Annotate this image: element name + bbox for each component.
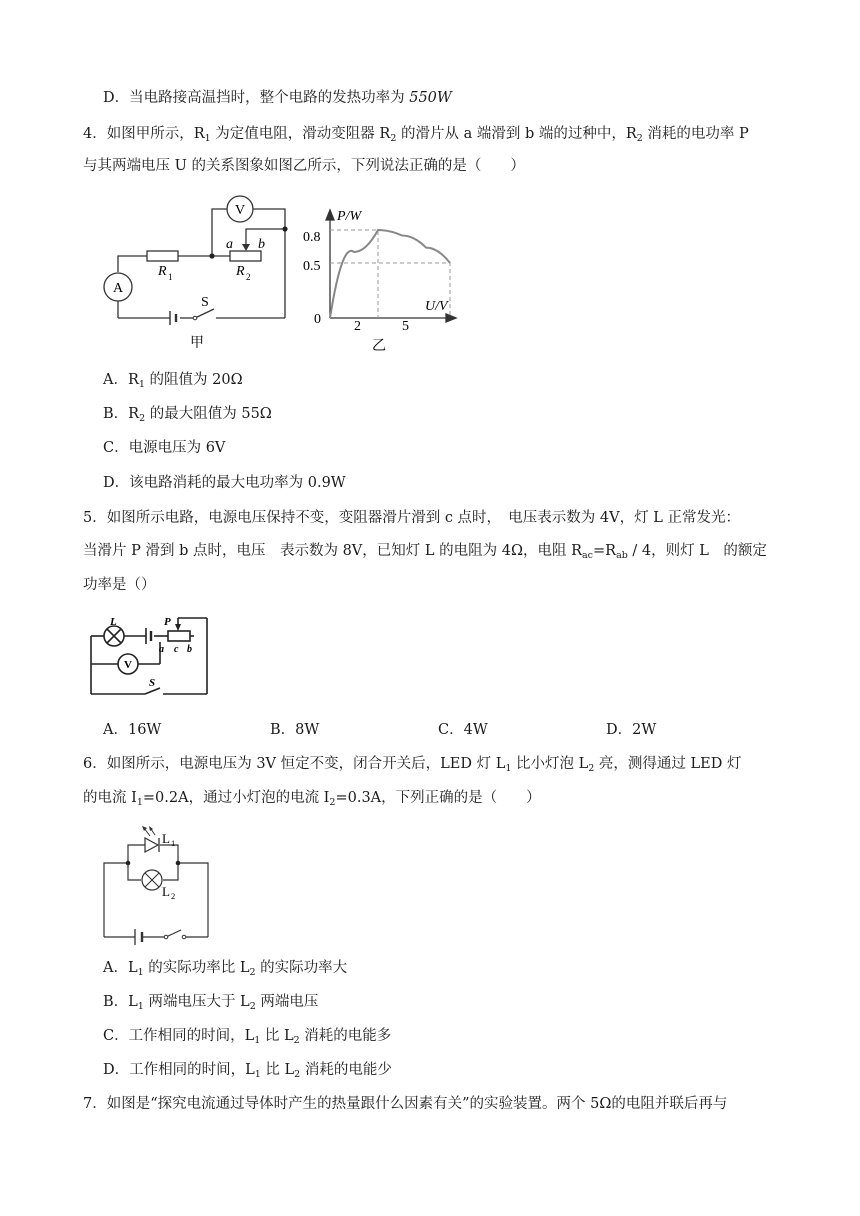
option-text: B．R [103,406,140,422]
q4-stem-text: 为定值电阻，滑动变阻器 R [210,126,391,142]
led-icon [142,826,159,852]
q6-option-d[interactable] [103,1060,392,1080]
q5-stem-text: 当滑片 P 滑到 b 点时，电压 表示数为 8V，已知灯 L 的电阻为 4Ω，电阻 R [83,543,583,559]
q6-stem-text: =0.3A，下列正确的是（ ） [335,790,541,806]
q5-voltmeter-label: V [124,659,132,671]
q4-stem-text: 4．如图甲所示，R [83,126,205,142]
option-sub: 1 [138,379,145,390]
option-text: 消耗的电能少 [300,1062,392,1078]
option-sub: 2 [139,413,146,424]
q6-option-c[interactable] [103,1026,391,1046]
option-text: 的阻值为 20Ω [144,372,243,388]
option-text: 比 L [260,1028,294,1044]
q6-stem-text: 比小灯泡 L [511,756,589,772]
q6-stem-text: =0.2A，通过小灯泡的电流 I [142,790,330,806]
q5-option-b[interactable]: B．8W [270,722,320,738]
q5-end-b: b [187,644,192,655]
ytick-low: 0.5 [303,259,321,274]
q4-option-c[interactable]: C．电源电压为 6V [103,440,226,456]
option-text: B．L [103,994,138,1010]
option-text: 消耗的电能多 [299,1028,392,1044]
led-sub: 1 [171,838,176,848]
q6-stem-text: 亮，测得通过 LED 灯 [594,756,742,772]
bulb-sub: 2 [171,891,176,901]
r2-sub: 2 [246,272,251,282]
q5-switch-label: S [149,677,156,689]
q5-lamp-label: L [110,616,117,628]
xtick-end: 5 [402,319,409,334]
option-sub: 1 [254,1035,261,1046]
q4-stem-line2: 与其两端电压 U 的关系图象如图乙所示，下列说法正确的是（ ） [83,158,525,174]
option-text: A．R [103,372,139,388]
q4-stem-sub: 1 [204,133,211,144]
q5-end-a: a [159,644,164,655]
led-label: L [162,831,170,846]
q4-stem-text: 消耗的电功率 P [642,126,749,142]
ammeter-label: A [112,281,124,296]
x-axis-label: U/V [425,299,448,314]
voltmeter-label: V [234,203,246,218]
q6-option-a[interactable] [103,958,347,978]
q6-option-b[interactable] [103,992,318,1012]
origin-label: 0 [314,312,321,327]
y-axis-label: P/W [337,209,362,224]
option-sub: 2 [249,1001,256,1012]
q3-option-d-text: D．当电路接高温挡时，整个电路的发热功率为 [103,90,410,106]
option-text: 的实际功率比 L [143,960,250,976]
q4-stem-text: 的滑片从 a 端滑到 b 端的过种中，R [396,126,637,142]
option-sub: 2 [249,967,256,978]
figure-jia-caption: 甲 [190,336,204,351]
q6-stem-sub: 2 [329,797,336,808]
q6-stem-sub: 1 [505,763,512,774]
q5-slider-label: P [164,616,171,628]
q5-stem-line3: 功率是（） [83,577,156,593]
q5-point-c: c [174,644,179,655]
figure-yi-caption: 乙 [372,339,386,354]
q5-stem-line1: 5．如图所示电路，电源电压保持不变，变阻器滑片滑到 c 点时， 电压表示数为 4V，灯 L 正常发光： [83,510,740,526]
q4-stem-sub: 2 [636,133,643,144]
option-text: 的实际功率大 [255,960,348,976]
q5-option-c[interactable]: C．4W [438,722,488,738]
q3-option-d-value: 550 [409,90,437,106]
q5-stem-text: / 4，则灯 L 的额定 [627,543,767,559]
option-text: A．L [103,960,138,976]
option-text: C．工作相同的时间，L [103,1028,255,1044]
q6-stem-text: 6．如图所示，电源电压为 3V 恒定不变，闭合开关后，LED 灯 L [83,756,506,772]
r2-end-b: b [258,237,265,252]
q5-stem-text: =R [593,543,617,559]
option-text: 两端电压 [255,994,319,1010]
option-text: 比 L [260,1062,295,1078]
q3-option-d-unit: W [436,90,452,106]
r1-label: R [158,264,167,279]
q4-option-d[interactable]: D．该电路消耗的最大电功率为 0.9W [103,475,346,491]
option-sub: 1 [137,1001,144,1012]
q5-stem-sub: ab [616,550,628,561]
q6-stem-text: 的电流 I [83,790,137,806]
option-text: D．工作相同的时间，L [103,1062,255,1078]
q5-option-a[interactable]: A．16W [103,722,162,738]
option-sub: 2 [294,1069,301,1080]
option-text: 的最大阻值为 55Ω [145,406,272,422]
q6-stem-sub: 2 [588,763,595,774]
q7-stem-line1: 7．如图是“探究电流通过导体时产生的热量跟什么因素有关”的实验装置。两个 5Ω的电阻并联后再与 [83,1096,728,1112]
q4-stem-sub: 2 [390,133,397,144]
r1-sub: 1 [168,272,173,282]
ytick-high: 0.8 [303,230,321,245]
r2-end-a: a [226,237,233,252]
xtick-peak: 2 [354,319,361,334]
q6-stem-sub: 1 [136,797,143,808]
bulb-label: L [162,884,170,899]
option-sub: 2 [293,1035,300,1046]
q5-option-d[interactable]: D．2W [606,722,657,738]
option-text: 两端电压大于 L [143,994,250,1010]
q5-stem-sub: ac [582,550,593,561]
r2-label: R [236,264,245,279]
switch-label: S [201,295,209,310]
option-sub: 1 [254,1069,261,1080]
option-sub: 1 [137,967,144,978]
